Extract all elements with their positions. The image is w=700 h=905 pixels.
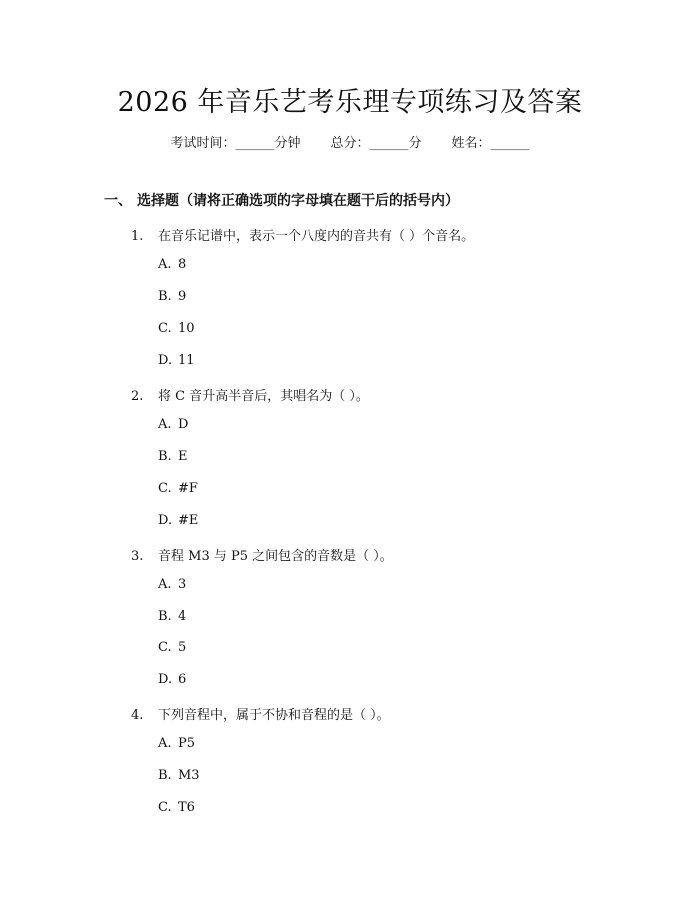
option-text: 8 [178, 257, 187, 272]
option-text: P5 [178, 736, 196, 751]
option-3c [158, 640, 186, 655]
option-text: E [178, 449, 188, 464]
question-text: 将 C 音升高半音后，其唱名为（ ）。 [158, 389, 369, 404]
question-2 [131, 385, 369, 404]
exam-time-field: 考试时间：______分钟 [170, 136, 301, 151]
question-text: 在音乐记谱中，表示一个八度内的音共有（ ）个音名。 [158, 229, 475, 244]
option-text: #F [178, 481, 198, 496]
option-4c [158, 800, 195, 815]
option-1d [158, 353, 195, 368]
option-letter: C. [158, 321, 172, 336]
option-letter: A. [158, 417, 172, 432]
option-1c [158, 321, 195, 336]
option-text: 10 [178, 321, 195, 336]
option-text: 4 [178, 609, 187, 624]
option-2d [158, 513, 198, 528]
student-name-field: 姓名：______ [451, 136, 530, 151]
option-text: D [178, 417, 189, 432]
option-letter: B. [158, 768, 172, 783]
question-text: 音程 M3 与 P5 之间包含的音数是（ ）。 [158, 549, 393, 564]
option-letter: D. [158, 513, 173, 528]
question-4 [131, 704, 390, 723]
option-4b [158, 768, 200, 783]
option-3b [158, 609, 186, 624]
question-number: 1. [131, 229, 144, 244]
option-text: 3 [178, 577, 187, 592]
question-text: 下列音程中，属于不协和音程的是（ ）。 [158, 708, 390, 723]
section-heading [104, 190, 459, 210]
option-letter: D. [158, 353, 173, 368]
exam-info-line [0, 132, 700, 151]
question-3 [131, 545, 393, 564]
option-1a [158, 257, 186, 272]
option-3a [158, 577, 186, 592]
option-letter: A. [158, 577, 172, 592]
question-number: 4. [131, 708, 144, 723]
section-title: 选择题（请将正确选项的字母填在题干后的括号内） [137, 193, 459, 209]
option-4a [158, 736, 195, 751]
option-text: T6 [178, 800, 195, 815]
option-letter: B. [158, 609, 172, 624]
option-text: 11 [178, 353, 195, 368]
document-title: 2026 年音乐艺考乐理专项练习及答案 [117, 87, 583, 118]
option-text: #E [178, 513, 199, 528]
option-3d [158, 672, 186, 687]
section-number: 一、 [104, 193, 132, 209]
option-letter: A. [158, 736, 172, 751]
option-letter: C. [158, 800, 172, 815]
option-2b [158, 449, 188, 464]
total-score-field: 总分：______分 [330, 136, 422, 151]
option-letter: A. [158, 257, 172, 272]
option-letter: C. [158, 481, 172, 496]
option-text: 5 [178, 640, 187, 655]
question-number: 2. [131, 389, 144, 404]
question-1 [131, 225, 474, 244]
option-letter: B. [158, 289, 172, 304]
option-letter: D. [158, 672, 173, 687]
option-letter: B. [158, 449, 172, 464]
option-2a [158, 417, 188, 432]
option-letter: C. [158, 640, 172, 655]
option-text: 9 [178, 289, 187, 304]
option-1b [158, 289, 186, 304]
option-text: M3 [178, 768, 200, 783]
option-text: 6 [178, 672, 187, 687]
question-number: 3. [131, 549, 144, 564]
option-2c [158, 481, 198, 496]
